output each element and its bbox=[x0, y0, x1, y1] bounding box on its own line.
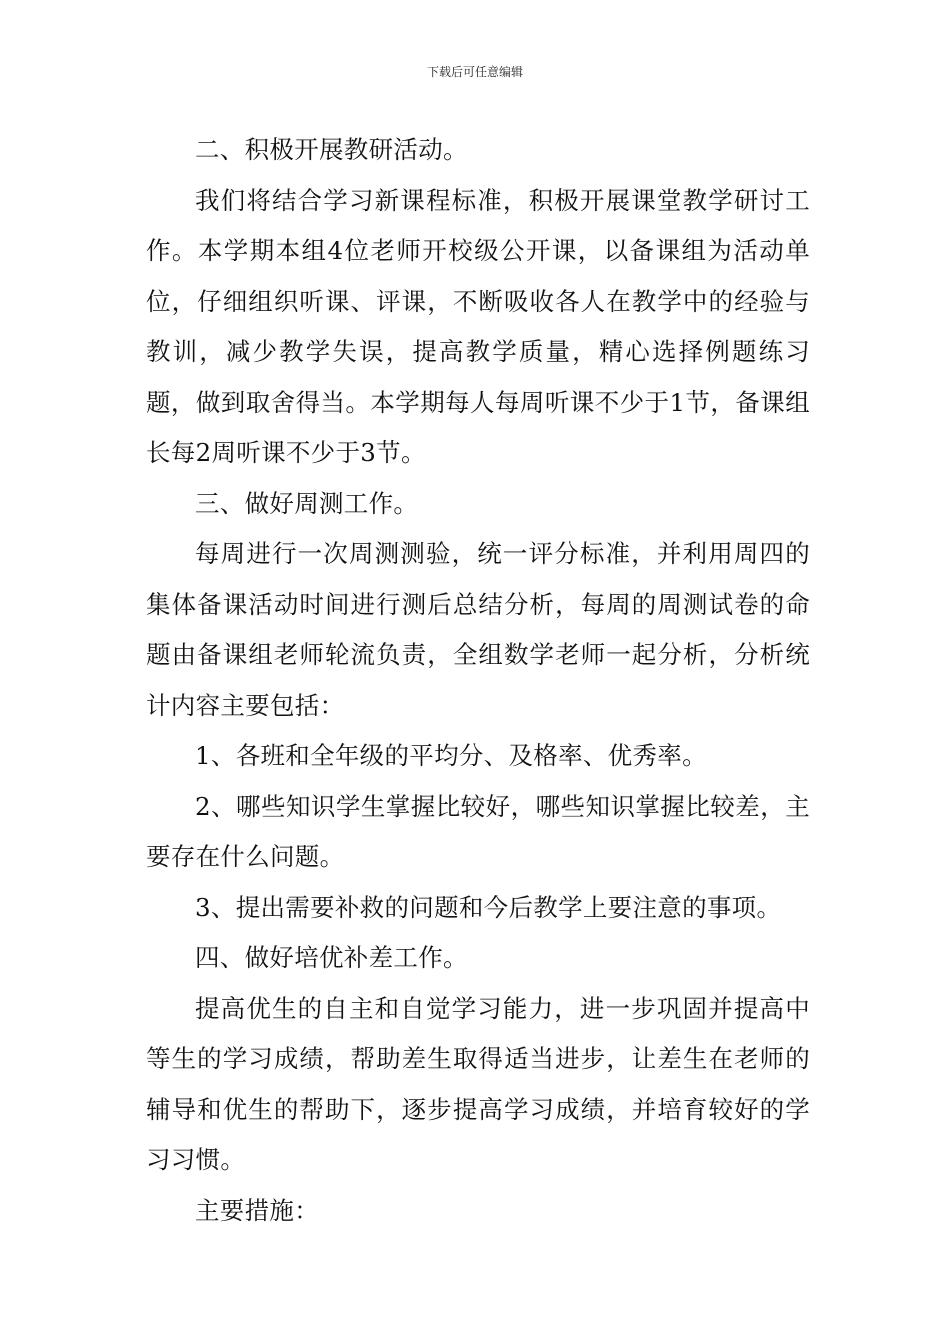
list-item: 2、哪些知识学生掌握比较好，哪些知识掌握比较差，主要存在什么问题。 bbox=[146, 791, 810, 871]
subheading-measures: 主要措施： bbox=[195, 1195, 319, 1225]
body-paragraph: 每周进行一次周测测验，统一评分标准，并利用周四的集体备课活动时间进行测后总结分析，每周的周测试卷的命题由备课组老师轮流负责，全组数学老师一起分析，分析统计内容主要包括： bbox=[146, 539, 810, 720]
list-item: 3、提出需要补救的问题和今后教学上要注意的事项。 bbox=[195, 892, 782, 922]
section-heading-3: 三、做好周测工作。 bbox=[195, 488, 419, 518]
body-paragraph: 我们将结合学习新课程标准，积极开展课堂教学研讨工作。本学期本组4位老师开校级公开课，以备课组为活动单位，仔细组织听课、评课，不断吸收各人在教学中的经验与教训，减少教学失误，提高教学质量，精心选择例题练习题，做到取舍得当。本学期每人每周听课不少于1节，备课组长每2周听课不少于3节。 bbox=[146, 185, 810, 467]
section-heading-2: 二、积极开展教研活动。 bbox=[195, 135, 468, 164]
body-paragraph: 提高优生的自主和自觉学习能力，进一步巩固并提高中等生的学习成绩，帮助差生取得适当进步，让差生在老师的辅导和优生的帮助下，逐步提高学习成绩，并培育较好的学习习惯。 bbox=[146, 993, 810, 1174]
section-heading-4: 四、做好培优补差工作。 bbox=[195, 943, 468, 972]
document-body bbox=[146, 125, 810, 1236]
list-item: 1、各班和全年级的平均分、及格率、优秀率。 bbox=[195, 741, 707, 770]
page-header: 下载后可任意编辑 bbox=[426, 65, 523, 79]
